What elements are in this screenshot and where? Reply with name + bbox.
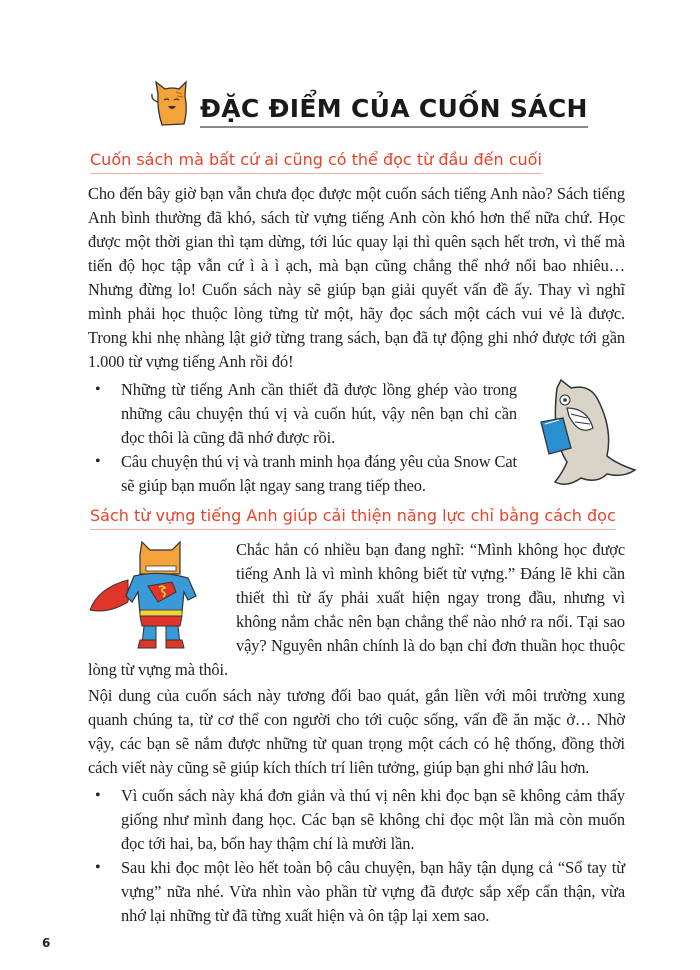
- section-2: [88, 504, 625, 928]
- list-item-text: Sau khi đọc một lèo hết toàn bộ câu chuyện, bạn hãy tận dụng cả “Sổ tay từ vựng” nữa nhé. Vừa nhìn vào phần từ vựng đã được sắp xếp cẩn thận, vừa nhớ lại những từ đã từng xuất hiện và ôn tập lại xem sao.: [121, 858, 625, 925]
- section-2-intro-block: [88, 538, 625, 682]
- section-1-bullets: [88, 378, 625, 498]
- page-number: 6: [42, 936, 51, 950]
- bullet-icon: •: [95, 787, 101, 804]
- section-heading-2: Sách từ vựng tiếng Anh giúp cải thiện năng lực chỉ bằng cách đọc: [90, 506, 616, 530]
- bullet-icon: •: [95, 453, 101, 470]
- bullet-icon: •: [95, 381, 101, 398]
- section-2-intro: Chắc hẳn có nhiều bạn đang nghĩ: “Mình không học được tiếng Anh là vì mình không biết từ vựng.” Đáng lẽ khi cần thiết thì từ ấy phải xuất hiện ngay trong đầu, nhưng vì không nắm chắc nên bạn chẳng thể nào nhớ ra nổi. Tại sao vậy? Nguyên nhân chính là do bạn chỉ đơn thuần học thuộc lòng từ vựng mà thôi.: [88, 540, 625, 679]
- bullet-icon: •: [95, 859, 101, 876]
- list-item-text: Những từ tiếng Anh cần thiết đã được lồng ghép vào trong những câu chuyện thú vị và cuốn hút, vậy nên bạn chỉ cần đọc thôi là cũng đã nhớ được rồi.: [121, 380, 517, 447]
- snow-cat-reading-illustration: [527, 378, 639, 490]
- section-1-paragraph: Cho đến bây giờ bạn vẫn chưa đọc được một cuốn sách tiếng Anh nào? Sách tiếng Anh bình thường đã khó, sách từ vựng tiếng Anh còn khó hơn thế nữa chứ. Học được một thời gian thì tạm dừng, tới lúc quay lại thì quên sạch hết trơn, vì thế mà tiến độ học tập vẫn cứ ì à ì ạch, mà bạn cũng chẳng thể nhớ nổi bao nhiêu… Nhưng đừng lo! Cuốn sách này sẽ giúp bạn giải quyết vấn đề ấy. Thay vì nghĩ mình phải học thuộc lòng từng từ một, hãy đọc sách một cách vui vẻ là được. Trong khi nhẹ nhàng lật giở từng trang sách, bạn đã tự động ghi nhớ được tới gần 1.000 từ vựng tiếng Anh rồi đó!: [88, 184, 625, 371]
- orange-cat-icon: [148, 80, 194, 128]
- section-2-paragraph: Nội dung của cuốn sách này tương đối bao quát, gắn liền với môi trường xung quanh chúng ta, từ cơ thể con người cho tới cuộc sống, vấn đề ăn mặc ở… Nhờ vậy, các bạn sẽ nắm được những từ quan trọng một cách có hệ thống, đồng thời cách viết này cũng sẽ giúp kích thích trí liên tưởng, giúp bạn ghi nhớ lâu hơn.: [88, 686, 625, 777]
- list-item: [88, 378, 517, 450]
- list-item: [88, 856, 625, 928]
- list-item-text: Vì cuốn sách này khá đơn giản và thú vị nên khi đọc bạn sẽ không cảm thấy giống như mình đang học. Các bạn sẽ không chỉ đọc một lần mà còn muốn đọc tới hai, ba, bốn hay thậm chí là mười lần.: [121, 786, 625, 853]
- title-row: [148, 80, 625, 128]
- list-item: [88, 784, 625, 856]
- section-heading-1: Cuốn sách mà bất cứ ai cũng có thể đọc từ đầu đến cuối: [90, 150, 542, 174]
- list-item-text: Câu chuyện thú vị và tranh minh họa đáng yêu của Snow Cat sẽ giúp bạn muốn lật ngay sang trang tiếp theo.: [121, 452, 517, 495]
- super-cat-illustration: [88, 540, 218, 650]
- section-1: [88, 148, 625, 498]
- section-2-bullets: [88, 784, 625, 928]
- page-title: ĐẶC ĐIỂM CỦA CUỐN SÁCH: [200, 94, 588, 128]
- list-item: [88, 450, 517, 498]
